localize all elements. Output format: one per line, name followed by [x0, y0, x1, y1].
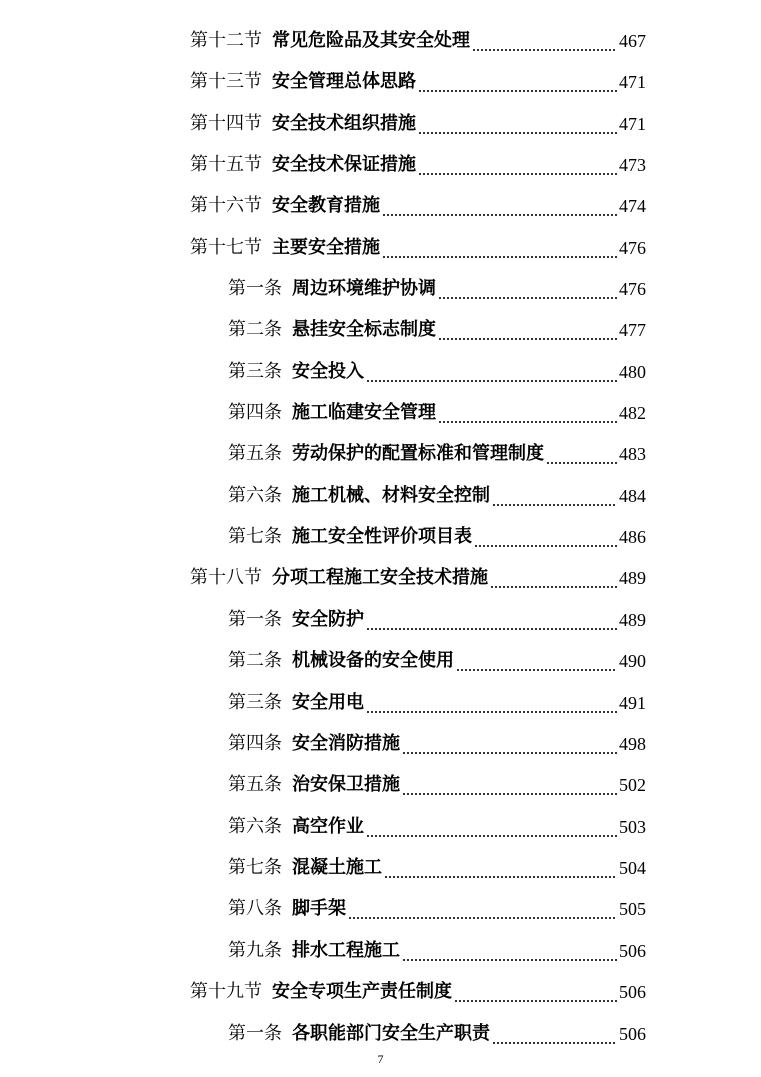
- toc-entry-title: 脚手架: [292, 898, 346, 919]
- leader-dots: [474, 523, 617, 551]
- toc-entry-number: 第五条: [228, 774, 282, 795]
- toc-entry-title: 施工安全性评价项目表: [292, 526, 472, 547]
- toc-entry[interactable]: [190, 151, 646, 179]
- toc-entry[interactable]: [228, 689, 646, 717]
- toc-entry-page: 503: [619, 817, 646, 837]
- toc-entry-title: 主要安全措施: [272, 237, 380, 258]
- toc-entry-page: 467: [619, 31, 646, 51]
- leader-dots: [418, 151, 617, 179]
- toc-entry-title: 安全防护: [292, 609, 364, 630]
- toc-entry-page: 477: [619, 320, 646, 340]
- toc-entry[interactable]: [228, 895, 646, 923]
- toc-entry-number: 第十九节: [190, 981, 262, 1002]
- leader-dots: [382, 234, 617, 262]
- toc-entry[interactable]: [190, 978, 646, 1006]
- toc-entry[interactable]: [228, 399, 646, 427]
- leader-dots: [492, 1020, 617, 1048]
- toc-entry-page: 490: [619, 651, 646, 671]
- toc-entry-page: 502: [619, 775, 646, 795]
- toc-entry-title: 各职能部门安全生产职责: [292, 1023, 490, 1044]
- toc-entry[interactable]: [228, 937, 646, 965]
- toc-entry-number: 第七条: [228, 526, 282, 547]
- toc-entry[interactable]: [190, 27, 646, 55]
- toc-entry-page: 506: [619, 941, 646, 961]
- leader-dots: [402, 730, 617, 758]
- toc-entry[interactable]: [228, 440, 646, 468]
- toc-entry-title: 安全技术保证措施: [272, 154, 416, 175]
- leader-dots: [438, 316, 617, 344]
- leader-dots: [402, 771, 617, 799]
- toc-entry-page: 476: [619, 238, 646, 258]
- toc-entry-title: 治安保卫措施: [292, 774, 400, 795]
- toc-entry[interactable]: [228, 647, 646, 675]
- toc-entry-title: 混凝土施工: [292, 857, 382, 878]
- toc-entry-page: 480: [619, 362, 646, 382]
- leader-dots: [366, 358, 617, 386]
- toc-entry[interactable]: [190, 68, 646, 96]
- toc-entry-page: 505: [619, 899, 646, 919]
- page-number: 7: [377, 1052, 384, 1066]
- toc-entry-number: 第一条: [228, 278, 282, 299]
- toc-entry-number: 第六条: [228, 485, 282, 506]
- leader-dots: [490, 564, 617, 592]
- leader-dots: [546, 440, 617, 468]
- toc-entry[interactable]: [190, 234, 646, 262]
- toc-entry-page: 491: [619, 693, 646, 713]
- toc-entry[interactable]: [228, 606, 646, 634]
- toc-entry-number: 第九条: [228, 940, 282, 961]
- leader-dots: [366, 689, 617, 717]
- toc-entry-number: 第十五节: [190, 154, 262, 175]
- toc-entry-title: 安全用电: [292, 692, 364, 713]
- toc-entry[interactable]: [228, 523, 646, 551]
- toc-entry-page: 506: [619, 982, 646, 1002]
- toc-entry-number: 第一条: [228, 1023, 282, 1044]
- toc-entry-title: 排水工程施工: [292, 940, 400, 961]
- toc-entry-title: 安全管理总体思路: [272, 71, 416, 92]
- toc-entry-number: 第三条: [228, 361, 282, 382]
- leader-dots: [454, 978, 617, 1006]
- toc-entry-page: 489: [619, 568, 646, 588]
- toc-entry[interactable]: [190, 110, 646, 138]
- toc-entry-title: 劳动保护的配置标准和管理制度: [292, 443, 544, 464]
- leader-dots: [456, 647, 617, 675]
- toc-entry-page: 486: [619, 527, 646, 547]
- toc-entry-title: 常见危险品及其安全处理: [272, 30, 470, 51]
- toc-entry-number: 第四条: [228, 733, 282, 754]
- toc-entry-title: 施工机械、材料安全控制: [292, 485, 490, 506]
- toc-entry[interactable]: [228, 275, 646, 303]
- toc-entry-title: 施工临建安全管理: [292, 402, 436, 423]
- toc-entry-page: 489: [619, 610, 646, 630]
- leader-dots: [402, 937, 617, 965]
- toc-entry[interactable]: [228, 854, 646, 882]
- toc-entry[interactable]: [228, 482, 646, 510]
- leader-dots: [366, 606, 617, 634]
- toc-entry-title: 分项工程施工安全技术措施: [272, 567, 488, 588]
- toc-entry-number: 第七条: [228, 857, 282, 878]
- toc-entry[interactable]: [228, 1020, 646, 1048]
- toc-entry-number: 第十二节: [190, 30, 262, 51]
- toc-entry-title: 安全技术组织措施: [272, 113, 416, 134]
- toc-entry-page: 484: [619, 486, 646, 506]
- toc-entry-number: 第二条: [228, 319, 282, 340]
- toc-entry-number: 第十三节: [190, 71, 262, 92]
- toc-entry-number: 第十六节: [190, 195, 262, 216]
- toc-entry-title: 悬挂安全标志制度: [292, 319, 436, 340]
- leader-dots: [348, 895, 617, 923]
- toc-entry-title: 安全投入: [292, 361, 364, 382]
- leader-dots: [382, 192, 617, 220]
- toc-entry-title: 安全专项生产责任制度: [272, 981, 452, 1002]
- toc-entry-page: 471: [619, 72, 646, 92]
- toc-entry-title: 周边环境维护协调: [292, 278, 436, 299]
- toc-entry-page: 482: [619, 403, 646, 423]
- toc-entry-number: 第五条: [228, 443, 282, 464]
- leader-dots: [418, 110, 617, 138]
- leader-dots: [438, 399, 617, 427]
- toc-entry-number: 第二条: [228, 650, 282, 671]
- toc-entry-page: 471: [619, 114, 646, 134]
- toc-entry-title: 高空作业: [292, 816, 364, 837]
- leader-dots: [418, 68, 617, 96]
- leader-dots: [492, 482, 617, 510]
- toc-entry-page: 473: [619, 155, 646, 175]
- toc-entry-number: 第十七节: [190, 237, 262, 258]
- toc-entry-title: 安全教育措施: [272, 195, 380, 216]
- toc-entry-page: 483: [619, 444, 646, 464]
- leader-dots: [472, 27, 617, 55]
- toc-entry[interactable]: [190, 192, 646, 220]
- toc-entry-page: 476: [619, 279, 646, 299]
- toc-entry-number: 第八条: [228, 898, 282, 919]
- toc-entry[interactable]: [228, 730, 646, 758]
- leader-dots: [366, 813, 617, 841]
- toc-entry-page: 498: [619, 734, 646, 754]
- toc-entry-title: 机械设备的安全使用: [292, 650, 454, 671]
- toc-entry-number: 第四条: [228, 402, 282, 423]
- toc-entry-page: 474: [619, 196, 646, 216]
- toc-entry-number: 第一条: [228, 609, 282, 630]
- toc-entry-page: 504: [619, 858, 646, 878]
- toc-entry-number: 第十八节: [190, 567, 262, 588]
- leader-dots: [438, 275, 617, 303]
- toc-entry-page: 506: [619, 1024, 646, 1044]
- toc-entry-number: 第六条: [228, 816, 282, 837]
- toc-entry[interactable]: [228, 358, 646, 386]
- toc-entry-title: 安全消防措施: [292, 733, 400, 754]
- toc-entry-number: 第三条: [228, 692, 282, 713]
- toc-entry[interactable]: [228, 316, 646, 344]
- toc-entry-number: 第十四节: [190, 113, 262, 134]
- toc-entry[interactable]: [228, 813, 646, 841]
- toc-entry[interactable]: [190, 564, 646, 592]
- leader-dots: [384, 854, 617, 882]
- toc-entry[interactable]: [228, 771, 646, 799]
